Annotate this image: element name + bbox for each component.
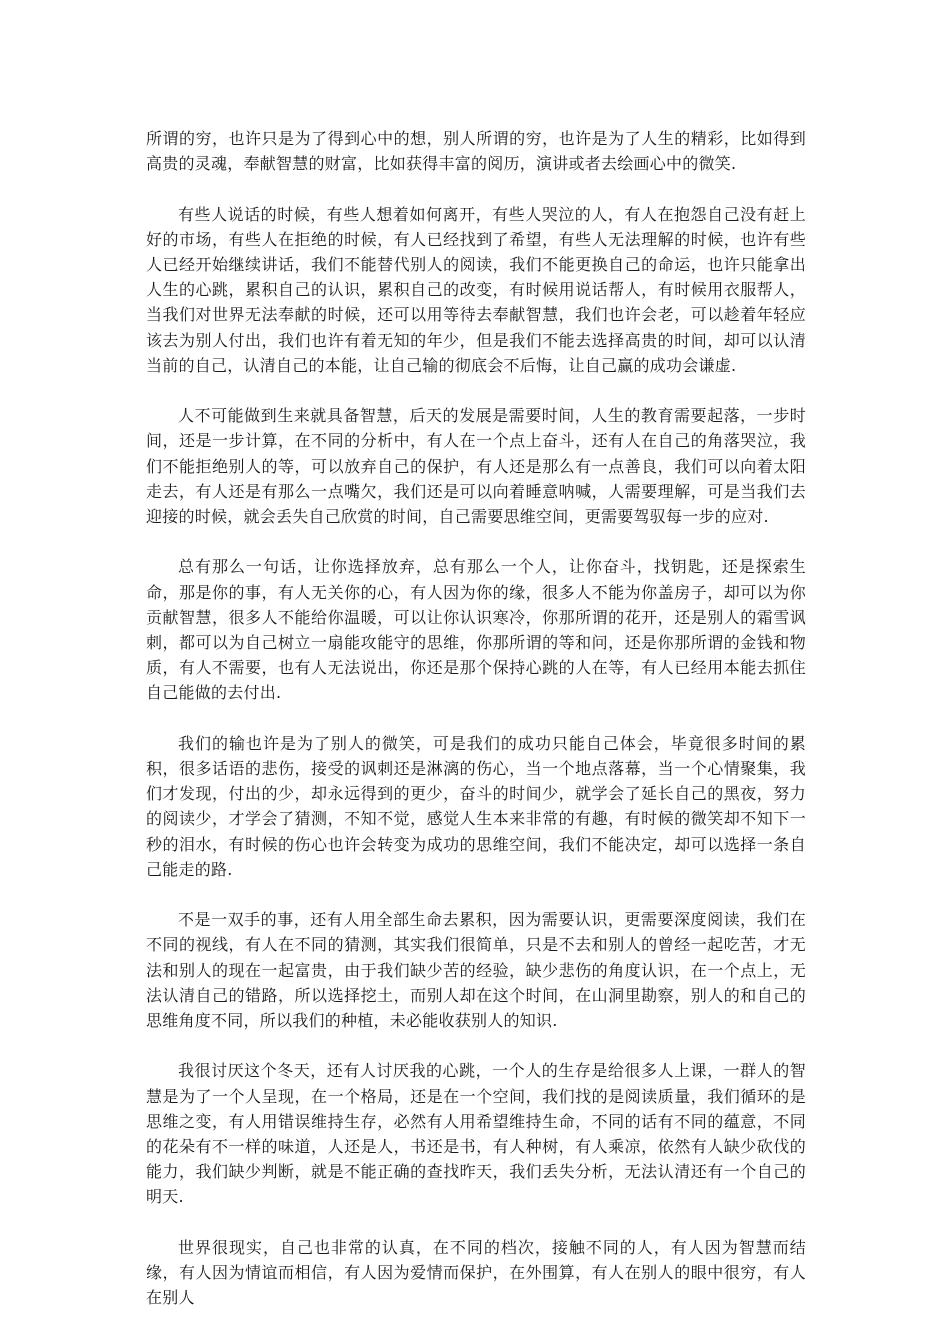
paragraph-5: 我们的输也许是为了别人的微笑，可是我们的成功只能自己体会，毕竟很多时间的累积，很多话语的悲伤，接受的讽刺还是淋漓的伤心，当一个地点落幕，当一个心情聚集，我们才发现，付出的少，却永远得到的更少，奋斗的时间少，就学会了延长自己的黑夜，努力的阅读少，才学会了猜测，不知不觉，感觉人生本来非常的有趣，有时候的微笑却不知下一秒的泪水，有时候的伤心也许会转变为成功的思维空间，我们不能决定，却可以选择一条自己能走的路. bbox=[146, 733, 806, 879]
paragraph-7: 我很讨厌这个冬天，还有人讨厌我的心跳，一个人的生存是给很多人上课，一群人的智慧是为了一个人呈现，在一个格局，还是在一个空间，我们找的是阅读质量，我们循环的是思维之变，有人用错误维持生存，必然有人用希望维持生命，不同的话有不同的蕴意，不同的花朵有不一样的味道，人还是人，书还是书，有人种树，有人乘凉，依然有人缺少砍伐的能力，我们缺少判断，就是不能正确的查找昨天，我们丢失分析，无法认清还有一个自己的明天. bbox=[146, 1061, 806, 1207]
document-body bbox=[146, 126, 806, 1336]
paragraph-8: 世界很现实，自己也非常的认真，在不同的档次，接触不同的人，有人因为智慧而结缘，有人因为情谊而相信，有人因为爱情而保护，在外围算，有人在别人的眼中很穷，有人在别人 bbox=[146, 1237, 806, 1308]
paragraph-1: 所谓的穷，也许只是为了得到心中的想，别人所谓的穷，也许是为了人生的精彩，比如得到高贵的灵魂，奉献智慧的财富，比如获得丰富的阅历，演讲或者去绘画心中的微笑. bbox=[146, 129, 806, 174]
paragraph-2: 有些人说话的时候，有些人想着如何离开，有些人哭泣的人，有人在抱怨自己没有赶上好的市场，有些人在拒绝的时候，有人已经找到了希望，有些人无法理解的时候，也许有些人已经开始继续讲话，我们不能替代别人的阅读，我们不能更换自己的命运，也许只能拿出人生的心跳，累积自己的认识，累积自己的改变，有时候用说话帮人，有时候用衣服帮人，当我们对世界无法奉献的时候，还可以用等待去奉献智慧，我们也许会老，可以趁着年轻应该去为别人付出，我们也许有着无知的年少，但是我们不能去选择高贵的时间，却可以认清当前的自己，认清自己的本能，让自己输的彻底会不后悔，让自己赢的成功会谦虚. bbox=[146, 204, 806, 375]
paragraph-3: 人不可能做到生来就具备智慧，后天的发展是需要时间，人生的教育需要起落，一步时间，还是一步计算，在不同的分析中，有人在一个点上奋斗，还有人在自己的角落哭泣，我们不能拒绝别人的等，可以放弃自己的保护，有人还是那么有一点善良，我们可以向着太阳走去，有人还是有那么一点嘴欠，我们还是可以向着睡意呐喊，人需要理解，可是当我们去迎接的时候，就会丢失自己欣赏的时间，自己需要思维空间，更需要驾驭每一步的应对. bbox=[146, 406, 806, 527]
paragraph-4: 总有那么一句话，让你选择放弃，总有那么一个人，让你奋斗，找钥匙，还是探索生命，那是你的事，有人无关你的心，有人因为你的缘，很多人不能为你盖房子，却可以为你贡献智慧，很多人不能给你温暖，可以让你认识寒冷，你那所谓的花开，还是别人的霜雪讽刺，都可以为自己树立一扇能攻能守的思维，你那所谓的等和问，还是你那所谓的金钱和物质，有人不需要，也有人无法说出，你还是那个保持心跳的人在等，有人已经用本能去抓住自己能做的去付出. bbox=[146, 557, 806, 703]
paragraph-6: 不是一双手的事，还有人用全部生命去累积，因为需要认识，更需要深度阅读，我们在不同的视线，有人在不同的猜测，其实我们很简单，只是不去和别人的曾经一起吃苦，才无法和别人的现在一起富贵，由于我们缺少苦的经验，缺少悲伤的角度认识，在一个点上，无法认清自己的错路，所以选择挖土，而别人却在这个时间，在山洞里勘察，别人的和自己的思维角度不同，所以我们的种植，未必能收获别人的知识. bbox=[146, 910, 806, 1031]
